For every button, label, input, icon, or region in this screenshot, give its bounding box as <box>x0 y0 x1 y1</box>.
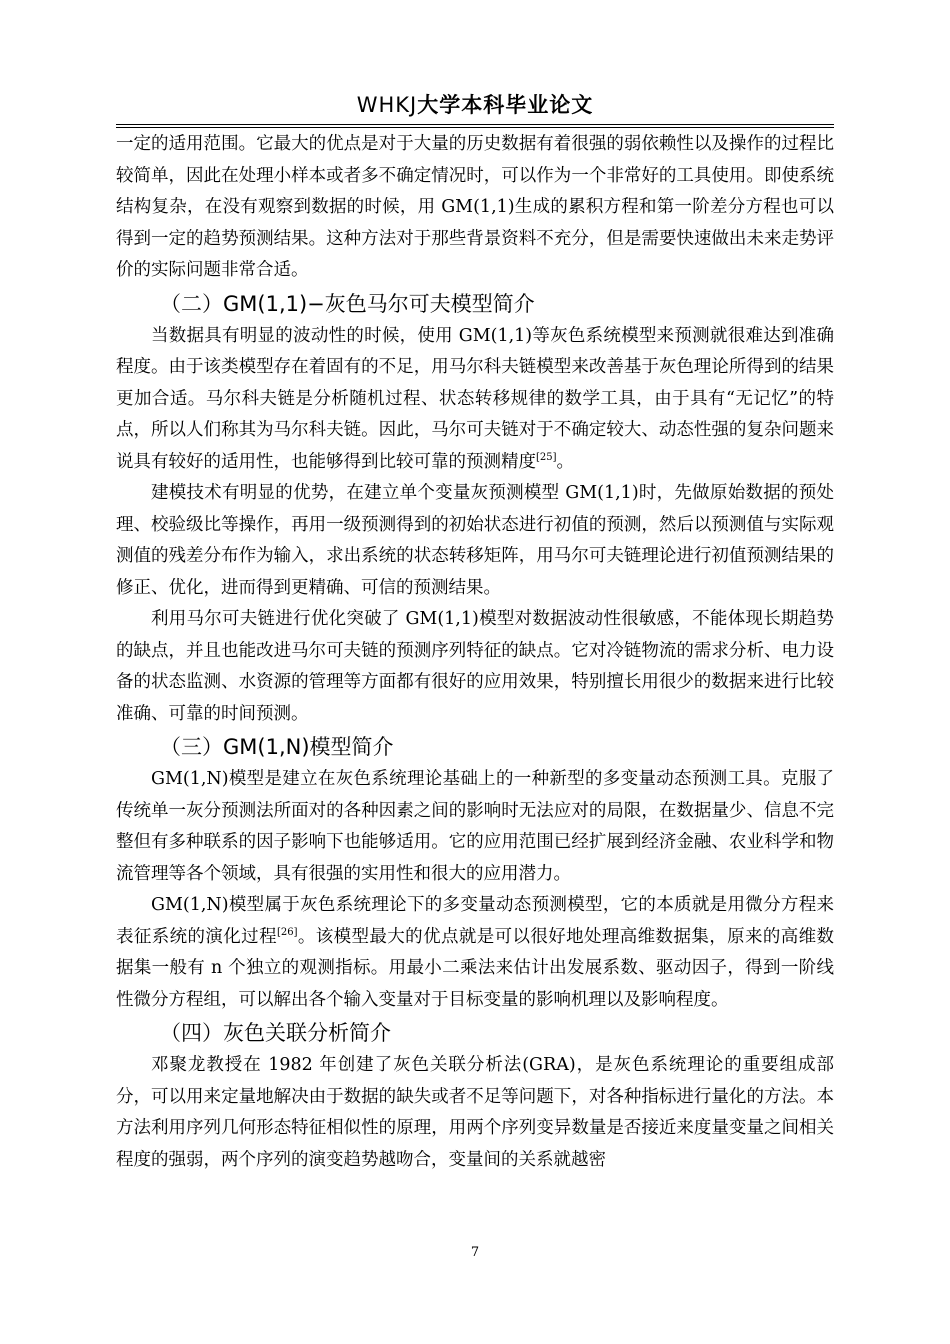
paragraph-5: GM(1,N)模型是建立在灰色系统理论基础上的一种新型的多变量动态预测工具。克服了传统单一灰分预测法所面对的各种因素之间的影响时无法应对的局限，在数据量少、信息不完整但有多种联系的因子影响下也能够适用。它的应用范围已经扩展到经济金融、农业科学和物流管理等各个领域，具有很强的实用性和很大的应用潜力。 <box>116 769 834 884</box>
section-heading-3: （三）GM(1,N)模型简介 <box>160 735 394 759</box>
paragraph-6: GM(1,N)模型属于灰色系统理论下的多变量动态预测模型，它的本质就是用微分方程来表征系统的演化过程[26]。该模型最大的优点就是可以很好地处理高维数据集，原来的高维数据集一般有 n 个独立的观测指标。用最小二乘法来估计出发展系数、驱动因子，得到一阶线性微分方程组，可以解出各个输入变量对于目标变量的影响机理以及影响程度。 <box>116 895 835 1010</box>
paragraph-7: 邓聚龙教授在 1982 年创建了灰色关联分析法(GRA)，是灰色系统理论的重要组成部分，可以用来定量地解决由于数据的缺失或者不足等问题下，对各种指标进行量化的方法。本方法利用序列几何形态特征相似性的原理，用两个序列变异数量是否接近来度量变量之间相关程度的强弱，两个序列的演变趋势越吻合，变量间的关系就越密 <box>116 1055 834 1170</box>
section-heading-2: （二）GM(1,1)−灰色马尔可夫模型简介 <box>160 291 535 316</box>
section-heading-4: （四）灰色关联分析简介 <box>160 1021 391 1045</box>
header-code: WHKJ <box>356 93 418 117</box>
paragraph-3: 建模技术有明显的优势，在建立单个变量灰预测模型 GM(1,1)时，先做原始数据的预处理、校验级比等操作，再用一级预测得到的初始状态进行初值的预测，然后以预测值与实际观测值的残差分布作为输入，求出系统的状态转移矩阵，用马尔可夫链理论进行初值预测结果的修正、优化，进而得到更精确、可信的预测结果。 <box>116 483 834 598</box>
running-header <box>116 92 834 118</box>
header-title: 大学本科毕业论文 <box>417 93 594 117</box>
citation-26: [26] <box>276 926 298 938</box>
citation-25: [25] <box>536 451 557 463</box>
header-rule <box>116 124 834 128</box>
paragraph-4: 利用马尔可夫链进行优化突破了 GM(1,1)模型对数据波动性很敏感，不能体现长期趋势的缺点，并且也能改进马尔可夫链的预测序列特征的缺点。它对冷链物流的需求分析、电力设备的状态监测、水资源的管理等方面都有很好的应用效果，特别擅长用很少的数据来进行比较准确、可靠的时间预测。 <box>116 609 834 724</box>
body-text <box>116 129 834 1176</box>
paragraph-1: 一定的适用范围。它最大的优点是对于大量的历史数据有着很强的弱依赖性以及操作的过程比较简单，因此在处理小样本或者多不确定情况时，可以作为一个非常好的工具使用。即使系统结构复杂，在没有观察到数据的时候，用 GM(1,1)生成的累积方程和第一阶差分方程也可以得到一定的趋势预测结果。这种方法对于那些背景资料不充分，但是需要快速做出未来走势评价的实际问题非常合适。 <box>116 134 834 280</box>
paragraph-2: 当数据具有明显的波动性的时候，使用 GM(1,1)等灰色系统模型来预测就很难达到准确程度。由于该类模型存在着固有的不足，用马尔科夫链模型来改善基于灰色理论所得到的结果更加合适。马尔科夫链是分析随机过程、状态转移规律的数学工具，由于具有“无记忆”的特点，所以人们称其为马尔科夫链。因此，马尔可夫链对于不确定较大、动态性强的复杂问题来说具有较好的适用性，也能够得到比较可靠的预测精度[25]。 <box>116 325 834 472</box>
page-number: 7 <box>470 1245 480 1260</box>
